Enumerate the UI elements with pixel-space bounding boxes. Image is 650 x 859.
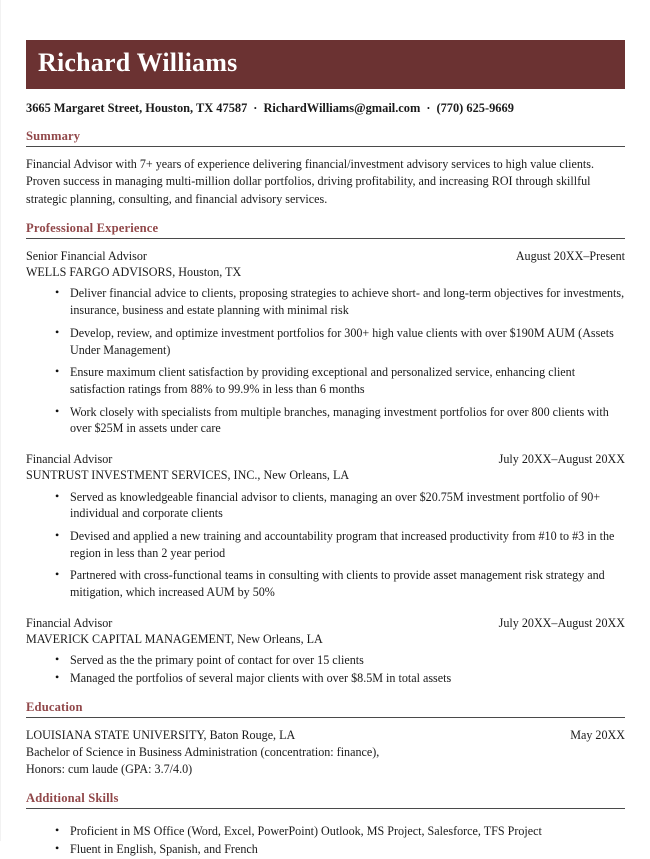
education-date: May 20XX — [570, 727, 625, 742]
skill-item: • Proficient in MS Office (Word, Excel, PowerPoint) Outlook, MS Project, Salesforce, TFS Project — [26, 823, 625, 840]
section-education — [26, 700, 625, 779]
job-dates: July 20XX–August 20XX — [498, 451, 625, 466]
skills-list — [26, 823, 625, 857]
contact-address: 3665 Margaret Street, Houston, TX 47587 — [26, 100, 248, 115]
section-title-education: Education — [26, 700, 625, 718]
contact-separator-2: · — [426, 100, 431, 115]
job-entry — [26, 248, 625, 437]
contact-email[interactable]: RichardWilliams@gmail.com — [263, 100, 421, 115]
contact-separator-1: · — [253, 100, 258, 115]
name-banner — [26, 40, 625, 89]
section-body-education — [26, 718, 625, 779]
job-header — [26, 615, 625, 631]
contact-line — [26, 101, 625, 117]
section-title-summary: Summary — [26, 129, 625, 147]
job-company: SUNTRUST INVESTMENT SERVICES, INC., New Orleans, LA — [26, 468, 350, 483]
job-dates: July 20XX–August 20XX — [498, 615, 625, 630]
job-company: WELLS FARGO ADVISORS, Houston, TX — [26, 265, 242, 280]
section-body-experience — [26, 239, 625, 687]
job-bullet: • Managed the portfolios of several major clients with over $8.5M in total assets — [26, 670, 625, 687]
job-position: Financial Advisor — [26, 615, 113, 630]
section-summary — [26, 129, 625, 208]
job-position: Senior Financial Advisor — [26, 248, 147, 263]
job-bullet: • Served as the the primary point of contact for over 15 clients — [26, 652, 625, 669]
section-body-summary — [26, 147, 625, 208]
job-bullet: • Partnered with cross-functional teams in consulting with clients to provide asset management risk strategy and mitigation, which increased AUM by 50% — [26, 567, 625, 600]
section-body-skills — [26, 809, 625, 857]
job-entry — [26, 615, 625, 687]
job-bullet: • Served as knowledgeable financial advisor to clients, managing an over $20.75M investment portfolio of 90+ individual and corporate clients — [26, 489, 625, 522]
job-bullet-list — [26, 652, 625, 686]
resume-content — [26, 40, 625, 859]
job-entry — [26, 451, 625, 601]
education-honors: Honors: cum laude (GPA: 3.7/4.0) — [26, 762, 193, 777]
job-bullet: • Develop, review, and optimize investment portfolios for 300+ high value clients with over $190M AUM (Assets Under Management) — [26, 325, 625, 358]
contact-phone[interactable]: (770) 625-9669 — [436, 100, 514, 115]
job-header — [26, 451, 625, 467]
job-bullet: • Work closely with specialists from multiple branches, managing investment portfolios for over 800 clients with over $25M in assets under care — [26, 404, 625, 437]
summary-paragraph: Financial Advisor with 7+ years of experience delivering financial/investment advisory services to high value clients. Proven success in managing multi-million dollar portfolios, driving profitability, and increasing ROI through skillful strategic planning, consulting, and financial advisory services. — [26, 157, 595, 206]
section-experience — [26, 221, 625, 687]
job-bullet: • Deliver financial advice to clients, proposing strategies to achieve short- and long-term objectives for investments, insurance, business and estate planning with minimal risk — [26, 285, 625, 318]
candidate-name: Richard Williams — [38, 48, 238, 77]
job-bullet-list — [26, 285, 625, 437]
job-bullet: • Devised and applied a new training and accountability program that increased productivity from #10 to #3 in the region in less than 2 year period — [26, 528, 625, 561]
education-degree: Bachelor of Science in Business Administration (concentration: finance), — [26, 744, 380, 759]
job-bullet-list — [26, 489, 625, 601]
job-bullet: • Ensure maximum client satisfaction by providing exceptional and personalized service, enhancing client satisfaction ratings from 88% to 99.9% in less than 6 months — [26, 364, 625, 397]
skill-item: • Fluent in English, Spanish, and French — [26, 841, 625, 858]
job-position: Financial Advisor — [26, 451, 113, 466]
section-title-skills: Additional Skills — [26, 791, 625, 809]
page-left-border — [0, 0, 1, 841]
job-dates: August 20XX–Present — [515, 248, 625, 263]
job-header — [26, 248, 625, 264]
job-company: MAVERICK CAPITAL MANAGEMENT, New Orleans, LA — [26, 632, 323, 647]
section-skills — [26, 791, 625, 857]
section-title-experience: Professional Experience — [26, 221, 625, 239]
education-school: LOUISIANA STATE UNIVERSITY, Baton Rouge, LA — [26, 727, 296, 742]
education-header — [26, 727, 625, 744]
